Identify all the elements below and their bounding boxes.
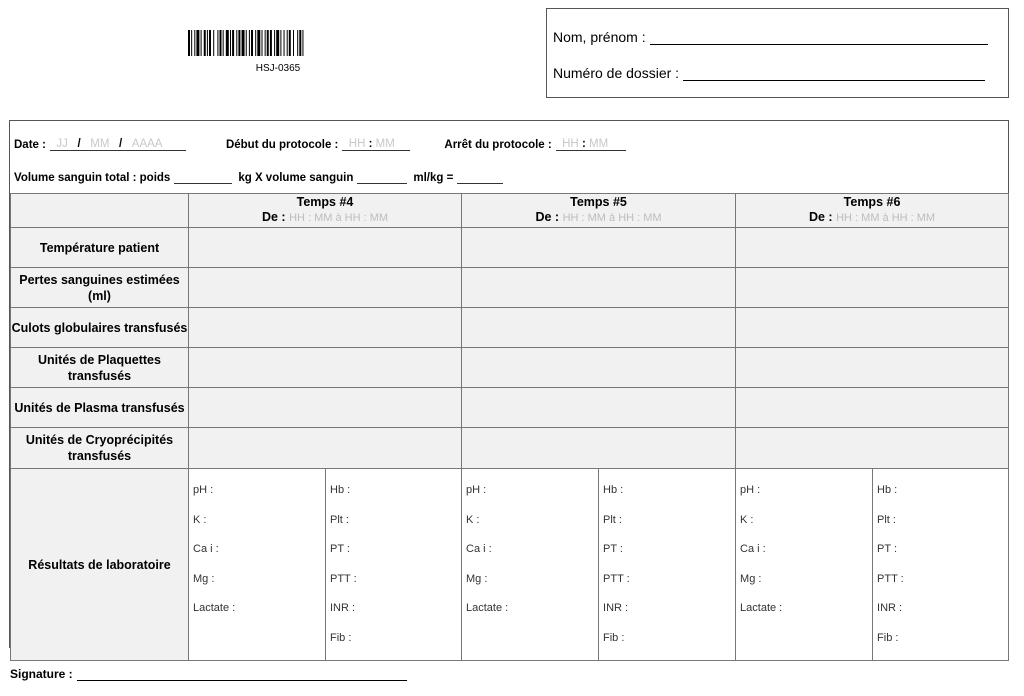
start-hour-placeholder: HH: [348, 138, 366, 150]
timepoint-5-header: [462, 194, 736, 228]
table-row: [11, 428, 1009, 469]
signature-label: Signature :: [10, 667, 73, 681]
timepoint-6-header: [736, 194, 1009, 228]
patient-file-label: Numéro de dossier :: [553, 65, 680, 81]
patient-name-row: [553, 29, 988, 45]
protocol-dates-row: [14, 138, 626, 151]
lab-left-cell[interactable]: [189, 469, 326, 661]
lab-item: PT :: [877, 543, 898, 555]
patient-file-row: [553, 65, 985, 81]
time-range-placeholder[interactable]: HH : MM à HH : MM: [836, 212, 936, 224]
time-separator: :: [581, 138, 586, 150]
lab-item: pH :: [740, 484, 761, 496]
lab-item: K :: [466, 513, 480, 526]
row-label: Unités de Cryoprécipités transfusés: [11, 428, 189, 469]
lab-right-list: [873, 469, 1008, 660]
lab-item: PTT :: [877, 572, 904, 585]
row-label: Culots globulaires transfusés: [11, 308, 189, 348]
table-row: [11, 268, 1009, 308]
data-cell[interactable]: [189, 428, 462, 469]
timepoint-header-row: [11, 194, 1009, 228]
stop-minute-placeholder: MM: [589, 138, 609, 150]
lab-item: K :: [193, 513, 207, 526]
lab-item: Hb :: [877, 484, 898, 496]
timepoint-title: Temps #4: [296, 195, 354, 209]
lab-item: Hb :: [330, 484, 351, 496]
date-separator: /: [77, 138, 81, 150]
mlkg-label: ml/kg =: [413, 172, 454, 184]
lab-right-cell[interactable]: [873, 469, 1009, 661]
weight-field[interactable]: [174, 171, 232, 184]
time-range-placeholder[interactable]: HH : MM à HH : MM: [562, 212, 662, 224]
lab-left-list: [462, 469, 598, 631]
date-day-placeholder: JJ: [56, 138, 68, 150]
row-label: Unités de Plaquettes transfusés: [11, 348, 189, 388]
timepoint-title: Temps #6: [843, 195, 901, 209]
lab-results-row: [11, 469, 1009, 661]
lab-item: Fib :: [877, 631, 899, 644]
lab-left-list: [189, 469, 325, 631]
kg-label: kg X volume sanguin: [238, 172, 354, 184]
row-label: Pertes sanguines estimées (ml): [11, 268, 189, 308]
lab-right-list: [599, 469, 735, 660]
start-minute-placeholder: MM: [375, 138, 395, 150]
data-cell[interactable]: [736, 348, 1009, 388]
data-cell[interactable]: [736, 308, 1009, 348]
lab-item: Fib :: [330, 631, 352, 644]
lab-item: Lactate :: [193, 602, 236, 614]
patient-identification-box: [546, 8, 1009, 98]
time-range-placeholder[interactable]: HH : MM à HH : MM: [289, 212, 389, 224]
lab-item: Hb :: [603, 484, 624, 496]
lab-item: Lactate :: [740, 602, 783, 614]
data-cell[interactable]: [462, 348, 736, 388]
lab-item: K :: [740, 513, 754, 526]
range-from-label: De :: [808, 210, 833, 224]
lab-item: PTT :: [603, 572, 630, 585]
data-cell[interactable]: [189, 348, 462, 388]
date-label: Date :: [14, 139, 46, 151]
data-cell[interactable]: [736, 268, 1009, 308]
signature-field[interactable]: [77, 666, 407, 681]
data-cell[interactable]: [462, 268, 736, 308]
lab-item: Ca i :: [740, 543, 766, 555]
lab-right-cell[interactable]: [326, 469, 462, 661]
timepoint-4-header: [189, 194, 462, 228]
data-cell[interactable]: [462, 228, 736, 268]
row-label: Température patient: [11, 228, 189, 268]
lab-left-cell[interactable]: [736, 469, 873, 661]
blood-volume-ratio-field[interactable]: [357, 171, 407, 184]
lab-item: pH :: [466, 484, 487, 496]
data-cell[interactable]: [189, 308, 462, 348]
lab-item: INR :: [603, 602, 629, 614]
lab-item: Ca i :: [466, 543, 492, 555]
lab-results-label: Résultats de laboratoire: [11, 469, 189, 661]
barcode-code: HSJ-0365: [255, 63, 301, 74]
blood-volume-label: Volume sanguin total : poids: [14, 172, 171, 184]
lab-item: Fib :: [603, 631, 625, 644]
lab-item: Plt :: [603, 513, 622, 526]
lab-item: pH :: [193, 484, 214, 496]
transfusion-protocol-form: [9, 120, 1009, 648]
data-cell[interactable]: [462, 428, 736, 469]
lab-item: PTT :: [330, 572, 357, 585]
lab-item: Mg :: [193, 572, 215, 585]
data-cell[interactable]: [189, 268, 462, 308]
lab-right-cell[interactable]: [599, 469, 736, 661]
grid-corner: [11, 194, 189, 228]
table-row: [11, 228, 1009, 268]
lab-item: Mg :: [466, 572, 488, 585]
date-month-placeholder: MM: [90, 138, 110, 150]
stop-hour-placeholder: HH: [562, 138, 579, 150]
timepoint-grid: [10, 193, 1009, 661]
table-row: [11, 308, 1009, 348]
table-row: [11, 388, 1009, 428]
date-field[interactable]: [50, 138, 186, 151]
data-cell[interactable]: [189, 228, 462, 268]
lab-item: Mg :: [740, 572, 762, 585]
date-year-placeholder: AAAA: [131, 138, 163, 150]
blood-volume-row: [14, 171, 503, 184]
total-blood-volume-field[interactable]: [457, 171, 503, 184]
patient-name-field[interactable]: [650, 30, 988, 45]
lab-left-list: [736, 469, 872, 631]
data-cell[interactable]: [736, 228, 1009, 268]
row-label: Unités de Plasma transfusés: [11, 388, 189, 428]
start-protocol-field[interactable]: [342, 138, 410, 151]
lab-item: INR :: [877, 602, 903, 614]
data-cell[interactable]: [462, 308, 736, 348]
data-cell[interactable]: [736, 428, 1009, 469]
data-cell[interactable]: [462, 388, 736, 428]
lab-item: PT :: [603, 543, 623, 555]
stop-protocol-field[interactable]: [556, 138, 626, 151]
range-from-label: De :: [261, 210, 286, 224]
patient-name-label: Nom, prénom :: [553, 29, 646, 45]
date-separator: /: [119, 138, 123, 150]
lab-right-list: [326, 469, 461, 660]
barcode-image: [188, 30, 368, 56]
data-cell[interactable]: [736, 388, 1009, 428]
lab-item: Plt :: [330, 513, 349, 526]
table-row: [11, 348, 1009, 388]
range-from-label: De :: [535, 210, 560, 224]
lab-item: Lactate :: [466, 602, 509, 614]
lab-item: INR :: [330, 602, 356, 614]
lab-item: Plt :: [877, 513, 896, 526]
lab-item: Ca i :: [193, 543, 219, 555]
timepoint-title: Temps #5: [570, 195, 627, 209]
time-separator: :: [368, 138, 373, 150]
lab-left-cell[interactable]: [462, 469, 599, 661]
data-cell[interactable]: [189, 388, 462, 428]
stop-protocol-label: Arrêt du protocole :: [444, 139, 552, 151]
start-protocol-label: Début du protocole :: [225, 139, 339, 151]
lab-item: PT :: [330, 543, 350, 555]
signature-row: [10, 666, 407, 681]
patient-file-field[interactable]: [683, 66, 985, 81]
